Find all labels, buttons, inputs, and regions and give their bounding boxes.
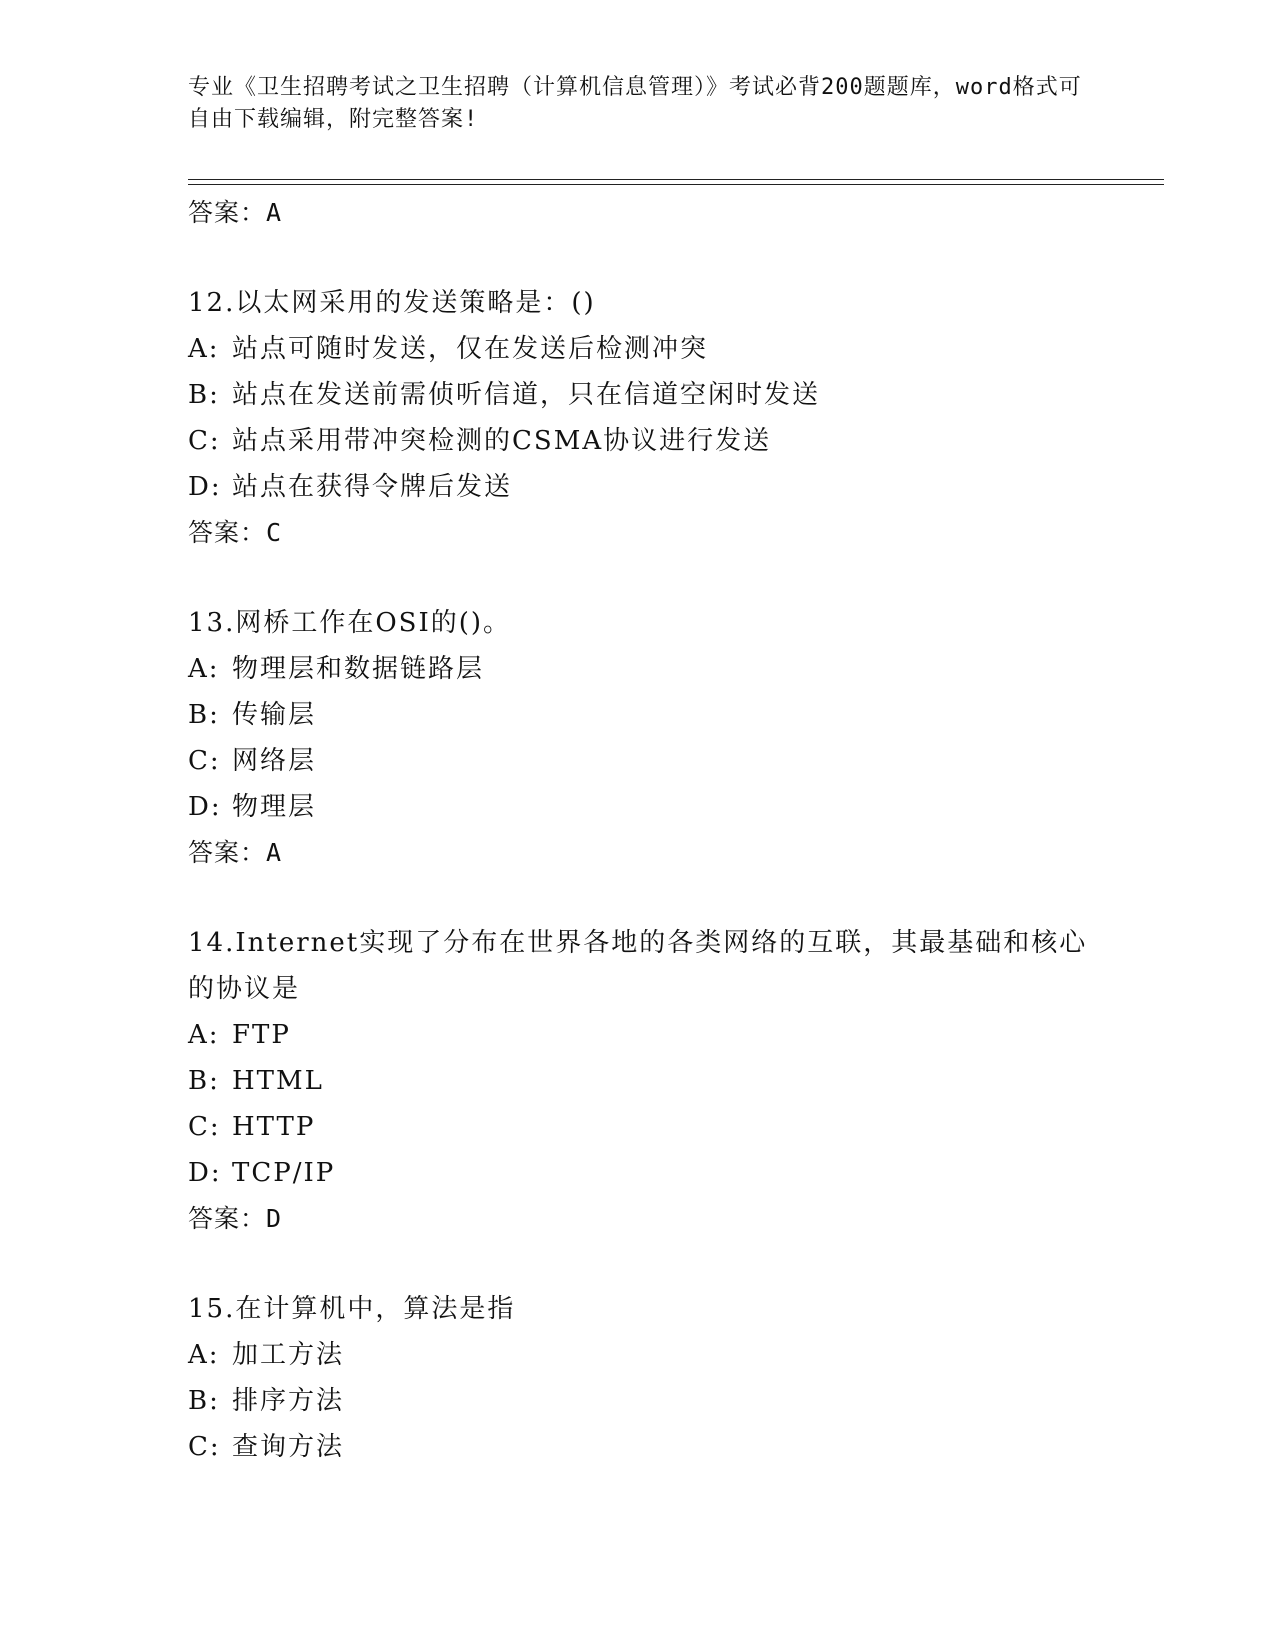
option-text: 加工方法	[232, 1340, 345, 1370]
option-d	[188, 464, 1148, 510]
option-text: HTML	[232, 1066, 324, 1096]
option-c	[188, 738, 1148, 784]
option-key: A:	[188, 1020, 220, 1050]
option-key: A:	[188, 334, 220, 364]
question-block	[188, 280, 1148, 556]
option-a	[188, 646, 1148, 692]
header-divider	[188, 179, 1164, 185]
question-stem: 14.Internet实现了分布在世界各地的各类网络的互联，其最基础和核心的协议是	[188, 928, 1088, 1004]
answer-text: 答案：A	[188, 198, 283, 227]
option-text: FTP	[232, 1020, 291, 1050]
option-c	[188, 418, 1148, 464]
answer-text: 答案：A	[188, 838, 283, 867]
option-key: B:	[188, 1386, 220, 1416]
option-key: D:	[188, 472, 222, 502]
option-text: 排序方法	[232, 1386, 345, 1416]
option-key: B:	[188, 1066, 220, 1096]
answer-text: 答案：C	[188, 518, 283, 547]
option-key: B:	[188, 380, 220, 410]
option-key: A:	[188, 654, 220, 684]
option-a	[188, 1332, 1148, 1378]
option-text: 查询方法	[232, 1432, 345, 1462]
option-key: C:	[188, 1112, 221, 1142]
option-text: HTTP	[232, 1112, 316, 1142]
option-d	[188, 1150, 1148, 1196]
option-key: D:	[188, 1158, 222, 1188]
option-b	[188, 1058, 1148, 1104]
question-list	[188, 190, 1148, 1470]
question-stem: 12.以太网采用的发送策略是：()	[188, 288, 596, 318]
option-text: 网络层	[232, 746, 317, 776]
option-key: D:	[188, 792, 222, 822]
option-text: 物理层和数据链路层	[232, 654, 485, 684]
option-key: C:	[188, 746, 221, 776]
question-block	[188, 600, 1148, 876]
option-c	[188, 1104, 1148, 1150]
question-block	[188, 1286, 1148, 1470]
option-text: TCP/IP	[232, 1158, 336, 1188]
question-stem: 13.网桥工作在OSI的()。	[188, 608, 512, 638]
option-key: B:	[188, 700, 220, 730]
answer-text: 答案：D	[188, 1204, 283, 1233]
option-b	[188, 372, 1148, 418]
option-text: 传输层	[232, 700, 317, 730]
option-a	[188, 1012, 1148, 1058]
option-text: 站点在获得令牌后发送	[232, 472, 513, 502]
document-header	[188, 72, 1088, 136]
option-key: C:	[188, 426, 221, 456]
option-b	[188, 692, 1148, 738]
option-d	[188, 784, 1148, 830]
option-text: 物理层	[232, 792, 317, 822]
option-c	[188, 1424, 1148, 1470]
option-text: 站点在发送前需侦听信道，只在信道空闲时发送	[232, 380, 821, 410]
option-key: C:	[188, 1432, 221, 1462]
question-block	[188, 920, 1148, 1242]
option-key: A:	[188, 1340, 220, 1370]
question-stem: 15.在计算机中，算法是指	[188, 1294, 516, 1324]
option-text: 站点可随时发送，仅在发送后检测冲突	[232, 334, 709, 364]
option-b	[188, 1378, 1148, 1424]
option-a	[188, 326, 1148, 372]
header-intro-text: 专业《卫生招聘考试之卫生招聘（计算机信息管理）》考试必背200题题库，word格式可自由下载编辑，附完整答案!	[188, 75, 1082, 132]
option-text: 站点采用带冲突检测的CSMA协议进行发送	[232, 426, 772, 456]
